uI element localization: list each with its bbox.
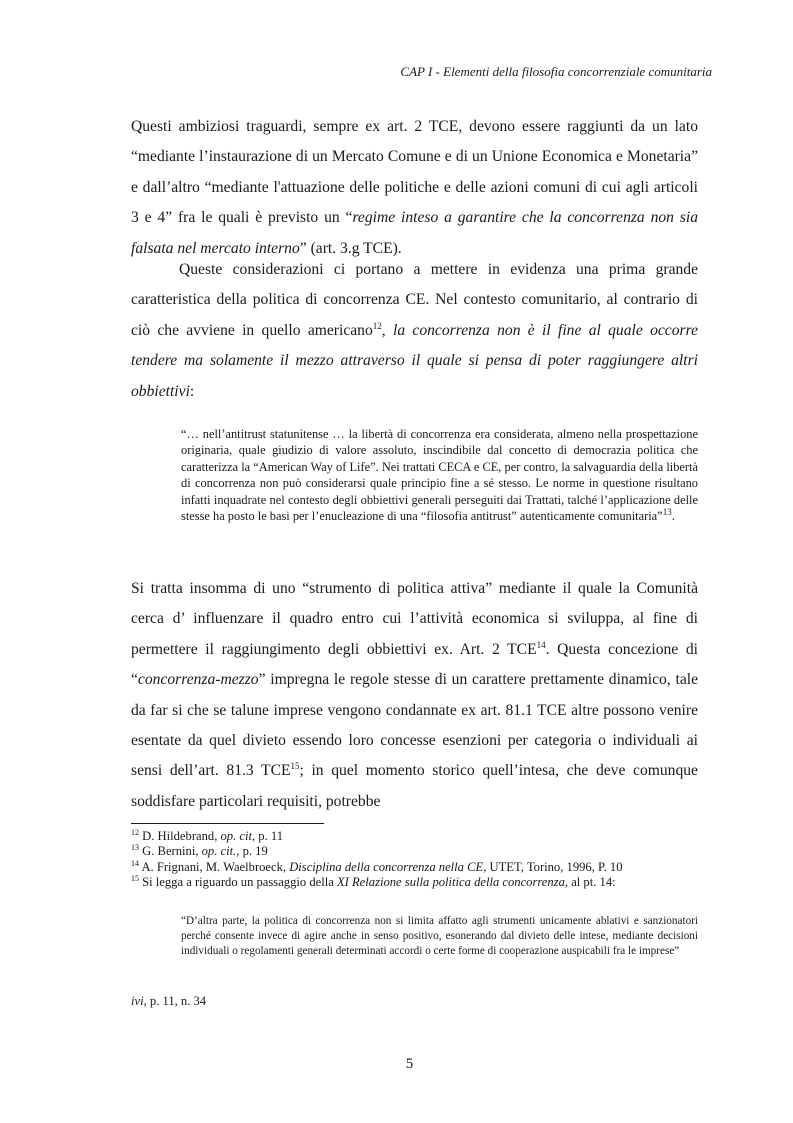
footnote-text: , p. 11 bbox=[251, 829, 284, 843]
block-quote bbox=[181, 426, 698, 524]
footnote-number: 13 bbox=[131, 843, 139, 853]
footnote-15 bbox=[131, 875, 698, 890]
p3-text-a: Si tratta insomma di uno “strumento di politica attiva” mediante il quale la Comunità cerca d’ influenzare il quadro entro cui l’attività economica si sviluppa, al fine di permettere il raggiungimento degli obbiettivi ex. Art. 2 TCE bbox=[131, 580, 698, 658]
footnote-italic: Disciplina della concorrenza nella CE, bbox=[289, 859, 487, 874]
paragraph-2 bbox=[131, 255, 698, 407]
footnote-number: 15 bbox=[131, 874, 139, 884]
footnote-ref-15: 15 bbox=[290, 761, 300, 772]
footnote-text: , p. 19 bbox=[236, 844, 268, 859]
footnote-italic: op. cit. bbox=[201, 844, 237, 859]
running-header: CAP I - Elementi della filosofia concorrenziale comunitaria bbox=[400, 64, 712, 79]
p3-italic-term: concorrenza-mezzo bbox=[137, 671, 259, 689]
footnote-separator bbox=[131, 823, 324, 824]
p3-text-c: ” impregna le regole stesse di un carattere prettamente dinamico, tale da far si che se talune imprese vengono condannate ex art. 81.1 TCE altre possono venire esentate da quel divieto essendo loro concesse esenzioni per categoria o individuali ai sensi dell’art. 81.3 TCE bbox=[131, 671, 698, 780]
footnote-number: 12 bbox=[131, 827, 139, 837]
p2-text-b: , bbox=[381, 321, 393, 339]
footnote-text: UTET, Torino, 1996, P. 10 bbox=[486, 859, 623, 874]
p2-text-a: Queste considerazioni ci portano a mettere in evidenza una prima grande caratteristica della politica di concorrenza CE. Nel contesto comunitario, al contrario di ciò che avviene in quello americano bbox=[131, 261, 698, 339]
block-quote-end: . bbox=[671, 509, 675, 524]
p1-italic-quote: regime inteso a garantire che la concorrenza non sia falsata nel mercato interno bbox=[131, 209, 699, 257]
p1-text-a: Questi ambiziosi traguardi, sempre ex art. 2 TCE, devono essere raggiunti da un lato “mediante l’instaurazione di un Mercato Comune e di un Unione Economica e Monetaria” e dall’altro “mediante l'attuazione delle politiche e delle azioni comuni di cui agli articoli 3 e 4” fra le quali è previsto un “ bbox=[131, 118, 698, 227]
footnote-text: , al pt. 14: bbox=[564, 875, 616, 890]
footnote-ref-12: 12 bbox=[372, 320, 382, 331]
footnote-ref-14: 14 bbox=[536, 639, 546, 650]
footnote-italic: op. cit bbox=[220, 829, 252, 843]
page-number: 5 bbox=[405, 1056, 414, 1072]
p2-italic-thesis: la concorrenza non è il fine al quale occorre tendere ma solamente il mezzo attraverso il quale si pensa di poter raggiungere altri obbiettivi bbox=[131, 321, 699, 400]
footnote-text: Si legga a riguardo un passaggio della bbox=[139, 875, 337, 890]
footnote-text: A. Frignani, M. Waelbroeck, bbox=[139, 859, 290, 874]
p3-text-d: ; in quel momento storico quell’intesa, che deve comunque soddisfare particolari requisiti, potrebbe bbox=[131, 762, 698, 810]
footnotes bbox=[131, 829, 698, 891]
footnote-italic: XI Relazione sulla politica della concorrenza bbox=[336, 875, 565, 890]
p2-text-c: : bbox=[189, 382, 195, 400]
footnote-text: G. Bernini, bbox=[139, 844, 202, 859]
footnote-ref-rest: , p. 11, n. 34 bbox=[143, 994, 207, 1008]
paragraph-3 bbox=[131, 574, 698, 817]
p1-text-b: ” (art. 3.g TCE). bbox=[299, 239, 402, 257]
footnote-number: 14 bbox=[131, 858, 139, 868]
footnote-text: D. Hildebrand, bbox=[139, 829, 221, 843]
footnote-ref-13: 13 bbox=[662, 506, 672, 517]
p3-text-b: . Questa concezione di “ bbox=[131, 640, 698, 689]
footnote-13 bbox=[131, 844, 698, 859]
footnote-15-quote: “D’altra parte, la politica di concorrenza non si limita affatto agli strumenti unicamente ablativi e sanzionatori perché consente invece di agire anche in senso positivo, esonerando dal divieto delle intese, mediante decisioni individuali o regolamenti generali determinati accordi o certe forme di cooperazione auspicabili fra le imprese” bbox=[181, 915, 698, 958]
footnote-ref-italic: ivi bbox=[131, 994, 144, 1008]
footnote-15-reference bbox=[131, 994, 206, 1009]
paragraph-1 bbox=[131, 112, 698, 264]
footnote-12 bbox=[131, 829, 698, 844]
footnote-14 bbox=[131, 860, 698, 875]
block-quote-text: “… nell’antitrust statunitense … la libertà di concorrenza era considerata, almeno nella prospettazione originaria, quale giudizio di valore assoluto, inscindibile dal concetto di democrazia politica che caratterizza la “American Way of Life”. Nei trattati CECA e CE, per contro, la salvaguardia della libertà di concorrenza non può considerarsi quale principio fine a sé stesso. Le norme in questione risultano infatti inquadrate nel contesto degli obbiettivi generali perseguiti dai Trattati, talché l’applicazione delle stesse ha posto le basi per l’enucleazione di una “filosofia antitrust” autenticamente comunitaria” bbox=[181, 427, 698, 524]
